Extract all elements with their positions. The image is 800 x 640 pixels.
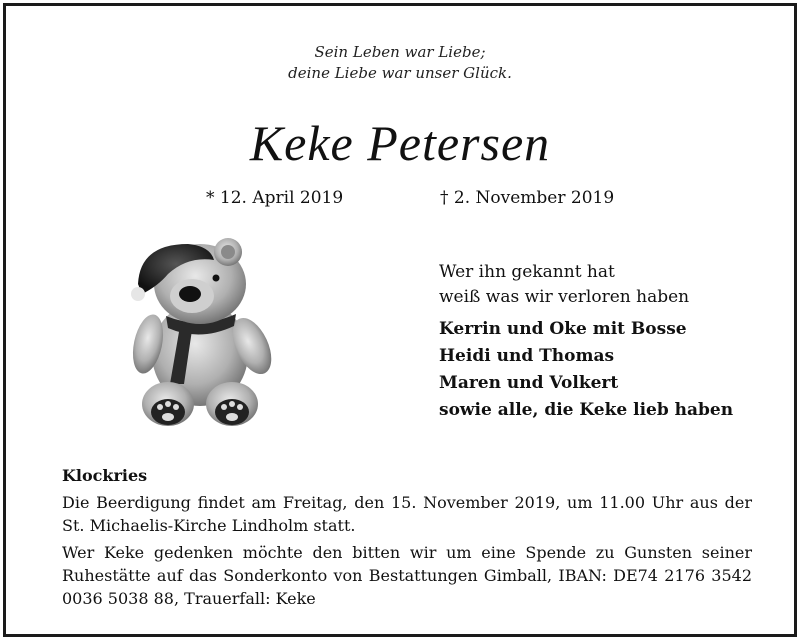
verse-line-2: weiß was wir verloren haben — [439, 287, 690, 307]
mourner-entry: sowie alle, die Keke lieb haben — [439, 400, 734, 420]
motto — [6, 42, 794, 84]
funeral-announcement: Die Beerdigung findet am Freitag, den 15. November 2019, um 11.00 Uhr aus der St. Michaelis-Kirche Lindholm statt. — [62, 493, 752, 535]
verse-line-1: Wer ihn gekannt hat — [439, 262, 615, 282]
mourners-list — [439, 316, 733, 424]
birth-date: * 12. April 2019 — [206, 188, 344, 208]
mourner-entry: Kerrin und Oke mit Bosse — [439, 319, 687, 339]
verse — [439, 260, 689, 310]
motto-line-1: Sein Leben war Liebe; — [314, 43, 486, 61]
teddy-bear-image — [118, 234, 290, 434]
mourner-entry: Maren und Volkert — [439, 373, 619, 393]
donation-note: Wer Keke gedenken möchte den bitten wir um eine Spende zu Gunsten seiner Ruhestätte auf das Sonderkonto von Bestattungen Gimball, IBAN: DE74 2176 3542 0036 5038 88, Trauerfall: Keke — [62, 543, 752, 608]
place-name: Klockries — [62, 466, 148, 485]
death-date: † 2. November 2019 — [440, 188, 615, 208]
motto-line-2: deine Liebe war unser Glück. — [288, 64, 512, 82]
mourner-entry: Heidi und Thomas — [439, 346, 615, 366]
obituary-frame — [3, 3, 797, 637]
deceased-name: Keke Petersen — [249, 115, 551, 171]
